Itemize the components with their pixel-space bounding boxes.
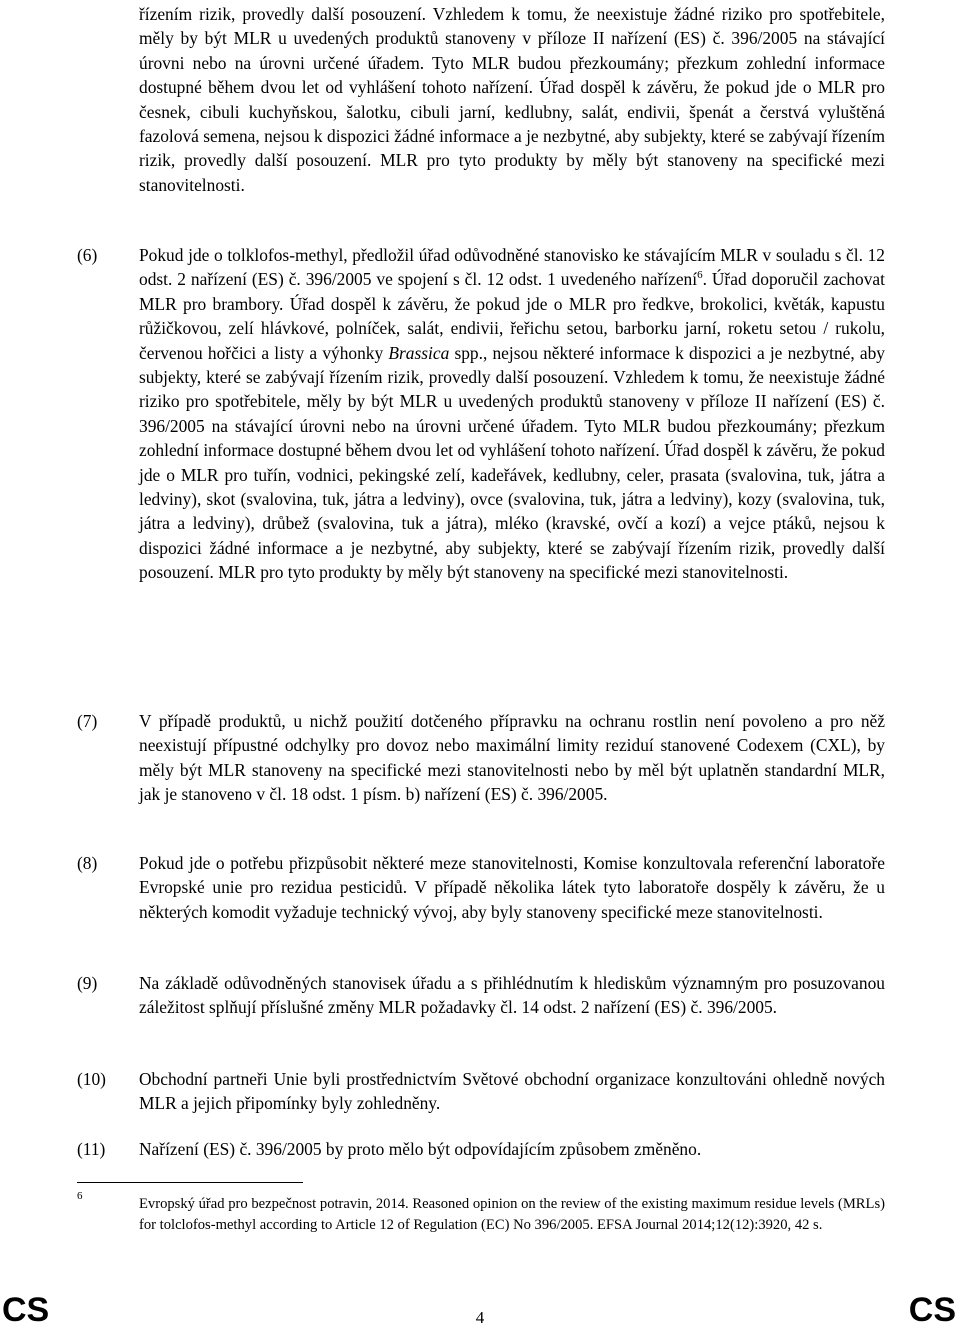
footnote-text: Evropský úřad pro bezpečnost potravin, 2014. Reasoned opinion on the review of the existing maximum residue levels (MRLs) for tolclofos-methyl according to Article 12 of Regulation (EC) No 396/2005. EFSA Journal 2014;12(12):3920, 42 s.: [139, 1196, 885, 1233]
paragraph-10-text: Obchodní partneři Unie byli prostřednictvím Světové obchodní organizace konzultováni ohledně nových MLR a jejich připomínky byly zohledněny.: [139, 1069, 885, 1114]
paragraph-10-number: (10): [77, 1069, 106, 1089]
footer-language-code-left: CS: [2, 1291, 50, 1329]
paragraph-10: [139, 1067, 885, 1116]
paragraph-6-text-b: . Úřad doporučil zachovat MLR pro brambory. Úřad dospěl k závěru, že pokud jde o MLR pro ředkve, brokolici, květák, kapustu růžičkovou, zelí hlávkové, polníček, salát, endivii, řeřichu setou, barborku jarní, roketu setou / rukolu, červenou hořčici a listy a výhonky: [139, 269, 885, 363]
paragraph-6-italic-term: Brassica: [388, 342, 450, 363]
paragraph-9-text: Na základě odůvodněných stanovisek úřadu a s přihlédnutím k hlediskům významným pro posuzovanou záležitost splňují příslušné změny MLR požadavky čl. 14 odst. 2 nařízení (ES) č. 396/2005.: [139, 973, 885, 1018]
paragraph-7-number: (7): [77, 711, 98, 731]
paragraph-9-number: (9): [77, 973, 98, 993]
paragraph-9: [139, 971, 885, 1020]
paragraph-11-text: Nařízení (ES) č. 396/2005 by proto mělo být odpovídajícím způsobem změněno.: [139, 1139, 702, 1159]
paragraph-11-number: (11): [77, 1139, 106, 1159]
paragraph-8: [139, 851, 885, 924]
paragraph-6-text-c: spp., nejsou některé informace k dispozici a je nezbytné, aby subjekty, které se zabývají řízením rizik, provedly další posouzení. Vzhledem k tomu, že neexistuje žádné riziko pro spotřebitele, měly by být MLR u uvedených produktů stanoveny v příloze II nařízení (ES) č. 396/2005 na stávající úrovni nebo na úrovni určené úřadem. Tyto MLR budou přezkoumány; přezkum zohlední informace dostupné během dvou let od vyhlášení tohoto nařízení. Úřad dospěl k závěru, že pokud jde o MLR pro tuřín, vodnici, pekingské zelí, kadeřávek, kedlubny, celer, prasata (svalovina, tuk, játra a ledviny), skot (svalovina, tuk, játra a ledviny), ovce (svalovina, tuk, játra a ledviny), kozy (svalovina, tuk, játra a ledviny), drůbež (svalovina, tuk a játra), mléko (kravské, ovčí a kozí) a vejce ptáků, nejsou k dispozici žádné informace a je nezbytné, aby subjekty, které se zabývají řízením rizik, provedly další posouzení. MLR pro tyto produkty by měly být stanoveny na specifické mezi stanovitelnosti.: [139, 342, 885, 583]
paragraph-8-text: Pokud jde o potřebu přizpůsobit některé meze stanovitelnosti, Komise konzultovala referenční laboratoře Evropské unie pro rezidua pesticidů. V případě několika látek tyto laboratoře dospěly k závěru, že u některých komodit vyžaduje technický vývoj, aby byly stanoveny specifické meze stanovitelnosti.: [139, 853, 885, 922]
intro-text: řízením rizik, provedly další posouzení. Vzhledem k tomu, že neexistuje žádné riziko pro spotřebitele, měly by být MLR u uvedených produktů stanoveny v příloze II nařízení (ES) č. 396/2005 na stávající úrovni nebo na úrovni určené úřadem. Tyto MLR budou přezkoumány; přezkum zohlední informace dostupné během dvou let od vyhlášení tohoto nařízení. Úřad dospěl k závěru, že pokud jde o MLR pro česnek, cibuli kuchyňskou, šalotku, cibuli jarní, kedlubny, salát, endivii, špenát a čerstvá vyluštěná fazolová semena, nejsou k dispozici žádné informace a je nezbytné, aby subjekty, které se zabývají řízením rizik, provedly další posouzení. MLR pro tyto produkty by měly být stanoveny na specifické mezi stanovitelnosti.: [139, 4, 885, 195]
paragraph-11: [139, 1137, 885, 1161]
footnote-reference: 6: [697, 269, 703, 282]
paragraph-8-number: (8): [77, 853, 98, 873]
footnote-separator: [77, 1182, 303, 1183]
footnote-mark: 6: [77, 1190, 83, 1202]
paragraph-6-number: (6): [77, 245, 98, 265]
paragraph-7-text: V případě produktů, u nichž použití dotčeného přípravku na ochranu rostlin není povoleno a pro něž neexistují přípustné odchylky pro dovoz nebo maximální limity reziduí stanovené Codexem (CXL), by měly být MLR stanoveny na specifické mezi stanovitelnosti nebo by měl být uplatněn standardní MLR, jak je stanoveno v čl. 18 odst. 1 písm. b) nařízení (ES) č. 396/2005.: [139, 711, 885, 805]
paragraph-6: [139, 243, 885, 585]
page-number: 4: [475, 1308, 485, 1327]
intro-paragraph-continuation: [139, 2, 885, 197]
footer-language-code-right: CS: [908, 1291, 956, 1329]
paragraph-7: [139, 709, 885, 807]
paragraph-6-text-a: Pokud jde o tolklofos-methyl, předložil úřad odůvodněné stanovisko ke stávajícím MLR v souladu s čl. 12 odst. 2 nařízení (ES) č. 396/2005 ve spojení s čl. 12 odst. 1 uvedeného nařízení: [139, 245, 885, 290]
